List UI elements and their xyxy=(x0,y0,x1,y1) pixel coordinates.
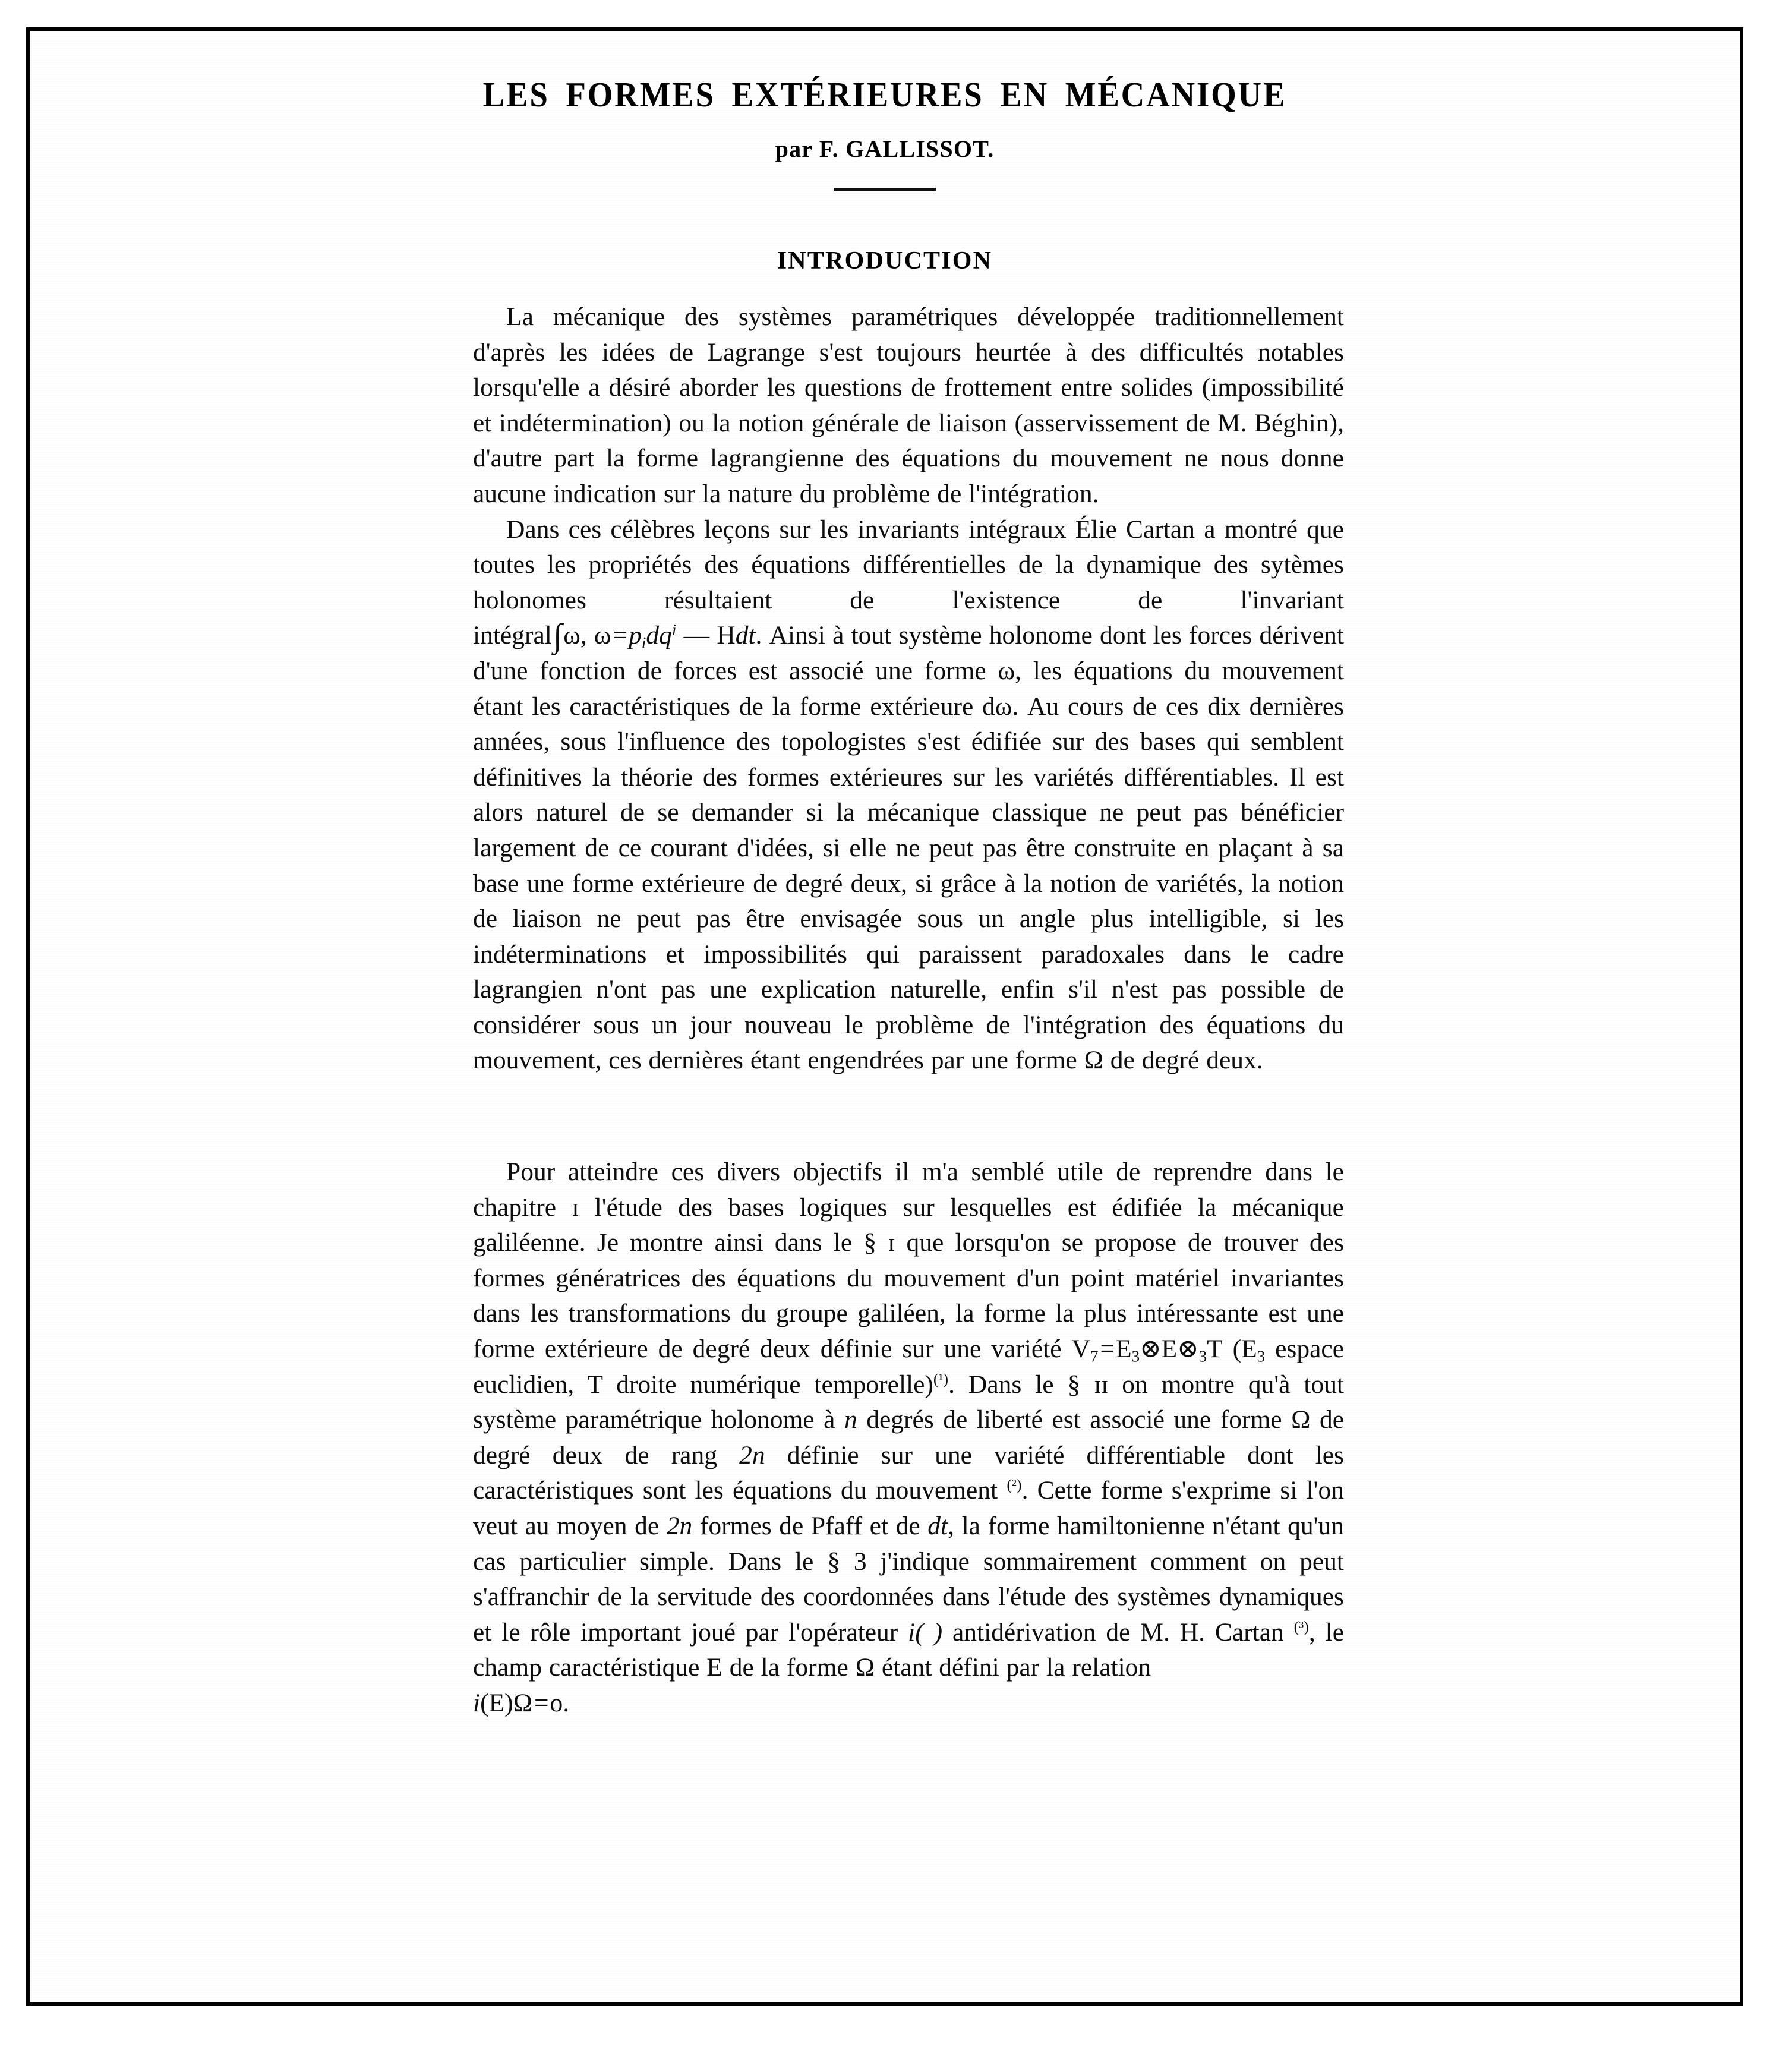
hamiltonian-H: H xyxy=(717,621,736,650)
math-period: . xyxy=(755,621,762,650)
p3-seg-10: . Cette forme s'exprime si l'on veut au moyen de xyxy=(473,1476,1344,1540)
p3-seg-9: définie sur une variété différentiable dont les caractéristiques sont les équations du mouvement xyxy=(473,1440,1345,1505)
dof-n: n xyxy=(844,1405,857,1434)
final-eq-Omega: Ω xyxy=(513,1688,532,1717)
p3-seg-6: on montre qu'à tout système paramétrique holonome à xyxy=(473,1370,1345,1434)
omega-symbol-2: ω xyxy=(594,621,611,650)
momentum-p-index: i xyxy=(641,633,646,652)
tensor-product-icon-2: ⊗ xyxy=(1177,1335,1199,1364)
scanned-page-border xyxy=(26,27,1743,2006)
omega-symbol: ω xyxy=(563,621,580,650)
section-sign-icon-2: § xyxy=(1067,1370,1081,1399)
integral-sign-icon: ∫ xyxy=(553,617,563,655)
p3-seg-16: étant défini par la relation xyxy=(881,1653,1151,1682)
math-comma: , xyxy=(580,621,587,650)
paragraph-3 xyxy=(473,1155,1344,1721)
p3-seg-13: j'indique sommairement comment on peut s'affranchir de la servitude des coordonnées dans l'étude des systèmes dynamiques et le rôle important joué par l'opérateur xyxy=(473,1547,1345,1647)
p3-seg-7: degrés de liberté est associé une forme xyxy=(866,1405,1282,1434)
footnote-ref-2[interactable]: (²) xyxy=(1007,1477,1022,1494)
dt-term: dt xyxy=(735,621,756,650)
momentum-p: p xyxy=(629,621,642,650)
time-axis-T: T xyxy=(1207,1335,1223,1364)
p3-seg-15: , le champ caractéristique E de la forme xyxy=(473,1617,1345,1682)
minus-sign: — xyxy=(683,621,710,650)
footnote-ref-3[interactable]: (³) xyxy=(1293,1618,1309,1636)
final-eq-period: . xyxy=(563,1688,570,1717)
operator-i: i( ) xyxy=(908,1617,943,1647)
variety-V: V xyxy=(1071,1335,1090,1364)
form-Omega-2: Ω xyxy=(855,1653,875,1682)
paragraph-2 xyxy=(473,512,1344,1079)
p3-seg-14: antidérivation de M. H. Cartan xyxy=(952,1617,1284,1647)
p3-seg-4-index: 3 xyxy=(1257,1347,1266,1365)
variety-V-index: 7 xyxy=(1090,1347,1099,1365)
dt-italic: dt xyxy=(927,1512,948,1540)
tensor-product-index: 3 xyxy=(1198,1347,1207,1365)
final-eq-argument: (E) xyxy=(480,1688,513,1717)
paragraph-1: La mécanique des systèmes paramétriques développée traditionnellement d'après les idées de Lagrange s'est toujours heurtée à des difficultés notables lorsqu'elle a désiré aborder les questions de frottement entre solides (impossibilité et indétermination) ou la notion générale de liaison (asservissement de M. Béghin), d'autre part la forme lagrangienne des équations du mouvement ne nous donne aucune indication sur la nature du problème de l'intégration. xyxy=(473,302,1344,508)
p3-seg-2: l'étude des bases logiques sur lesquelles est édifiée la mécanique galiléenne. Je montre ainsi dans le xyxy=(473,1193,1344,1257)
section-numeral-1: ɪ xyxy=(888,1228,895,1257)
p3-seg-11: formes de Pfaff et de xyxy=(699,1512,920,1540)
page-content xyxy=(30,31,1740,2002)
section-heading-introduction: INTRODUCTION xyxy=(777,247,993,275)
final-eq-zero: o xyxy=(550,1688,563,1717)
section-numeral-11: ɪɪ xyxy=(1094,1370,1109,1399)
chapter-numeral: ɪ xyxy=(572,1193,579,1222)
form-Omega: Ω xyxy=(1291,1405,1311,1434)
variety-equals: = xyxy=(1100,1335,1115,1364)
tensor-product-icon-1: ⊗ xyxy=(1140,1335,1162,1364)
count-2n: 2n xyxy=(666,1512,693,1540)
euclidean-E3: E xyxy=(1116,1335,1132,1364)
section-numeral-3: 3 xyxy=(853,1547,867,1576)
footnote-ref-1[interactable]: (¹) xyxy=(933,1370,949,1388)
p3-seg-1: Pour atteindre ces divers objectifs il m'a semblé utile de reprendre dans le chapitre xyxy=(473,1158,1344,1222)
p3-seg-4: espace euclidien, T droite numérique temporelle) xyxy=(473,1335,1345,1399)
rank-2n: 2n xyxy=(739,1440,765,1469)
author-byline: par F. GALLISSOT. xyxy=(775,135,995,162)
euclidean-E: E xyxy=(1161,1335,1178,1364)
p3-seg-3: que lorsqu'on se propose de trouver des formes génératrices des équations du mouvement d'un point matériel invariantes dans les transformations du groupe galiléen, la forme la plus intéressante est une forme extérieure de degré deux définie sur une variété xyxy=(473,1228,1345,1364)
second-block xyxy=(473,1155,1344,1721)
euclidean-E3-index: 3 xyxy=(1131,1347,1140,1365)
page-title: LES FORMES EXTÉRIEURES EN MÉCANIQUE xyxy=(482,75,1287,114)
p3-seg-8: de degré deux de rang xyxy=(473,1405,1345,1469)
paragraph-2-tail: Ainsi à tout système holonome dont les forces dérivent d'une fonction de forces est associé une forme ω, les équations du mouvement étant les caractéristiques de la forme extérieure dω. Au cours de ces dix dernières années, sous l'influence des topologistes s'est édifiée sur des bases qui semblent définitives la théorie des formes extérieures sur les variétés différentiables. Il est alors naturel de se demander si la mécanique classique ne peut pas bénéficier largement de ce courant d'idées, si elle ne peut pas être construite en plaçant à sa base une forme extérieure de degré deux, si grâce à la notion de variétés, la notion de liaison ne peut pas être envisagée sous un angle plus intelligible, si les indéterminations et impossibilités qui paraissent paradoxales dans le cadre lagrangien n'ont pas une explication naturelle, enfin s'il n'est pas possible de considérer sous un jour nouveau le problème de l'intégration des équations du mouvement, ces dernières étant engendrées par une forme Ω de degré deux. xyxy=(473,621,1345,1075)
text-column xyxy=(473,31,1344,1721)
section-sign-icon: § xyxy=(863,1228,877,1257)
p3-seg-5: . Dans le xyxy=(948,1370,1054,1399)
p3-seg-4-open: (E xyxy=(1232,1335,1257,1364)
introduction-block xyxy=(473,299,1344,1078)
section-sign-icon-3: § xyxy=(827,1547,840,1576)
final-eq-equals: = xyxy=(534,1688,548,1717)
equals-sign: = xyxy=(613,621,627,650)
paragraph-2-lead: Dans ces célèbres leçons sur les invariants intégraux Élie Cartan a montré que toutes les propriétés des équations différentielles de la dynamique des sytèmes holonomes résultaient de l'existence de l'invariant intégral xyxy=(473,515,1344,650)
p3-seg-12: , la forme hamiltonienne n'étant qu'un cas particulier simple. Dans le xyxy=(473,1512,1345,1576)
dq-index: i xyxy=(671,621,677,639)
dq-term: dq xyxy=(646,621,672,650)
final-eq-i: i xyxy=(473,1688,481,1717)
